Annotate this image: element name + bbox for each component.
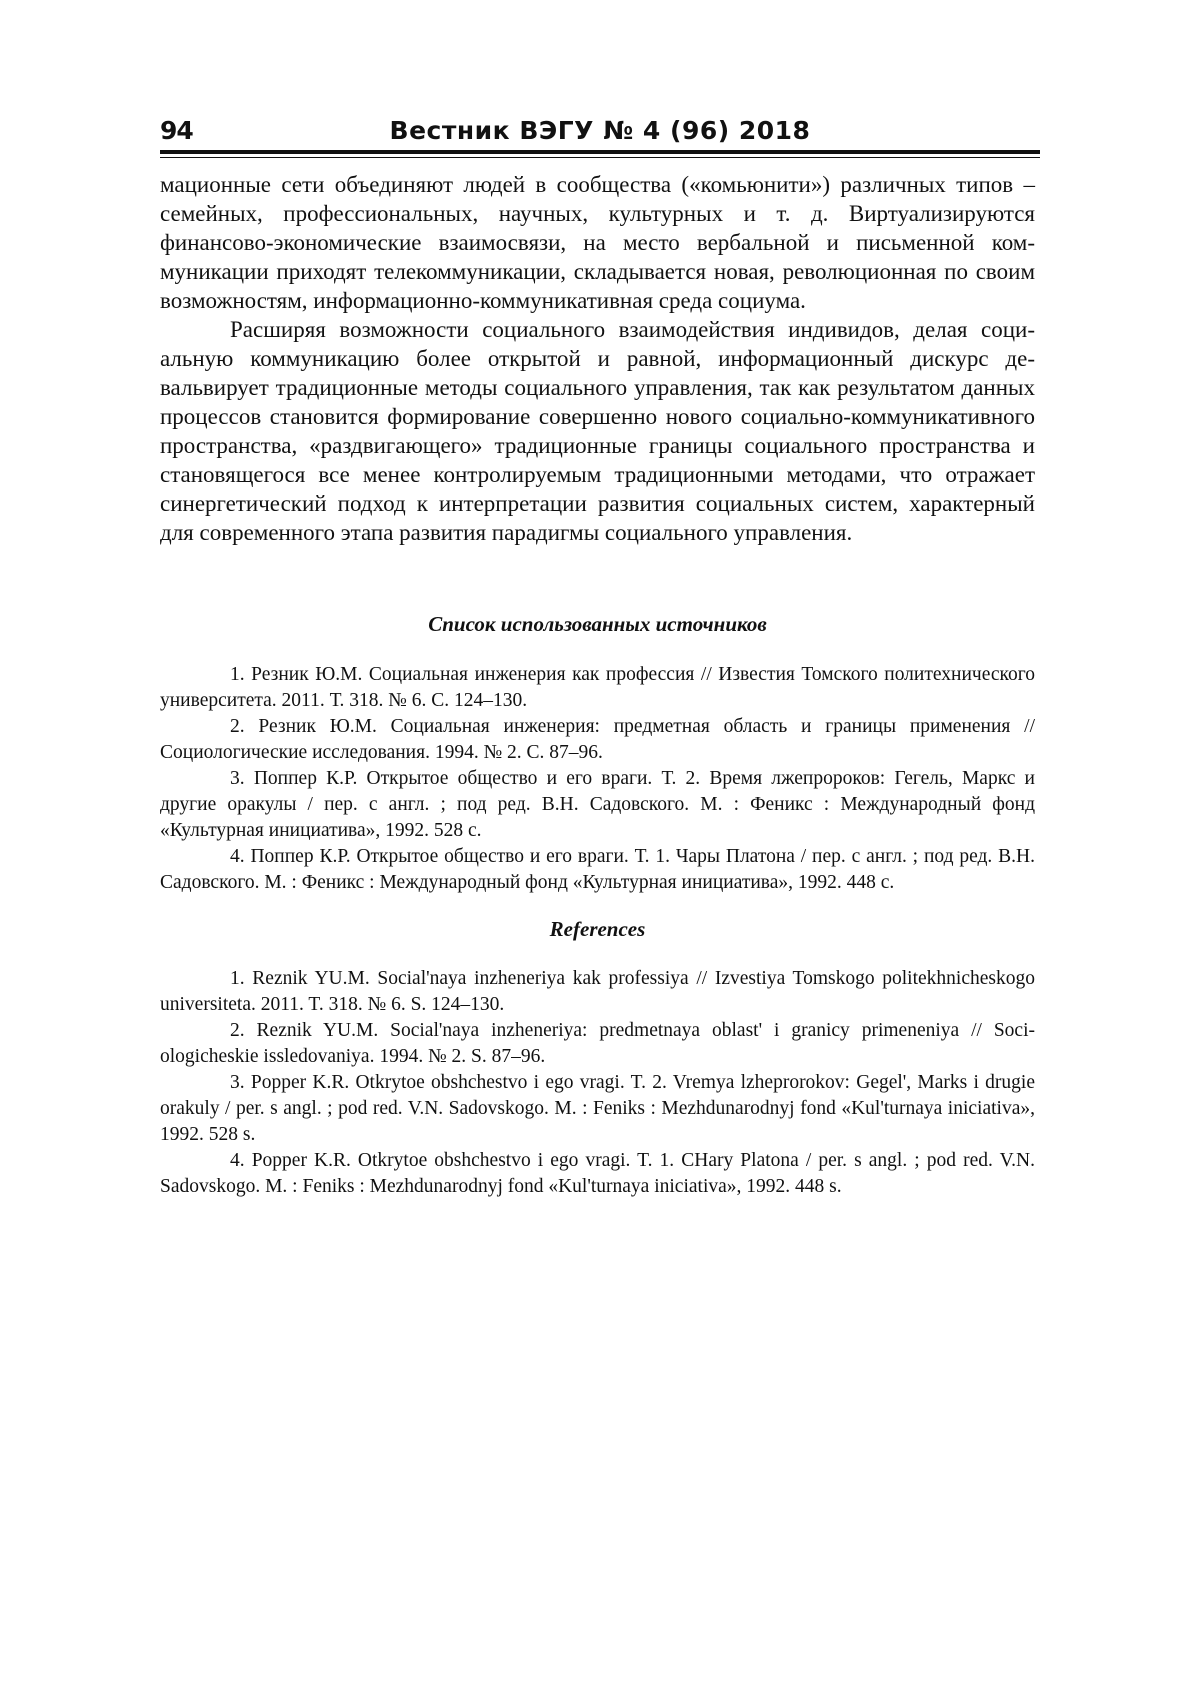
references-en-list	[160, 966, 1035, 1200]
journal-title: Вестник ВЭГУ № 4 (96) 2018	[389, 116, 811, 145]
reference-item: 1. Резник Ю.М. Социальная инженерия как профессия // Известия Томского политехнического университета. 2011. Т. 318. № 6. С. 124–130.	[160, 664, 1035, 711]
body-paragraph: мационные сети объединяют людей в сообщества («комьюнити») различных типов – семейных, профессиональных, научных, культурных и т. д. Виртуализируются финансово-экономические взаимосвязи, на место вербальной и письменной коммуникации приходят телекоммуникации, складывается новая, революционная по своим возможностям, информационно-коммуникативная среда социума.	[160, 172, 1035, 313]
page-number: 94	[160, 116, 193, 145]
references-en-title: References	[549, 917, 646, 941]
body-paragraph: Расширяя возможности социального взаимодействия индивидов, делая социальную коммуникацию более открытой и равной, информационный дискурс девальвирует традиционные методы социального управления, так как результатом данных процессов становится формирование совершенно нового социально-коммуникативного пространства, «раздвигающего» традиционные границы социального пространства и становящегося все менее контролируемым традиционными методами, что отражает синергетический подход к интерпретации развития социальных систем, характерный для современного этапа развития парадигмы социального управления.	[160, 317, 1035, 545]
references-ru-list	[160, 662, 1035, 896]
reference-item: 1. Reznik YU.M. Social'naya inzheneriya kak professiya // Izvestiya Tomskogo politekhnicheskogo universiteta. 2011. T. 318. № 6. S. 124–130.	[160, 968, 1035, 1015]
header-rule-thin	[160, 157, 1040, 158]
references-ru-title: Список использованных источников	[428, 612, 767, 636]
reference-item: 3. Popper K.R. Otkrytoe obshchestvo i ego vragi. T. 2. Vremya lzheprorokov: Gegel', Marks i drugie orakuly / per. s angl. ; pod red. V.N. Sadovskogo. M. : Feniks : Mezhdunarodnyj fond «Kul'turnaya iniciativa», 1992. 528 s.	[160, 1072, 1035, 1145]
running-header	[160, 112, 1040, 146]
reference-item: 2. Reznik YU.M. Social'naya inzheneriya: predmetnaya oblast' i granicy primeneniya // Sociologicheskie issledovaniya. 1994. № 2. S. 87–96.	[160, 1020, 1035, 1067]
reference-item: 4. Popper K.R. Otkrytoe obshchestvo i ego vragi. T. 1. CHary Platona / per. s angl. ; pod red. V.N. Sadovskogo. M. : Feniks : Mezhdunarodnyj fond «Kul'turnaya iniciativa», 1992. 448 s.	[160, 1150, 1035, 1197]
reference-item: 3. Поппер К.Р. Открытое общество и его враги. Т. 2. Время лжепророков: Гегель, Маркс и другие оракулы / пер. с англ. ; под ред. В.Н. Садовского. М. : Феникс : Международный фонд «Культурная инициатива», 1992. 528 с.	[160, 768, 1035, 841]
reference-item: 2. Резник Ю.М. Социальная инженерия: предметная область и границы применения // Социологические исследования. 1994. № 2. С. 87–96.	[160, 716, 1035, 763]
reference-item: 4. Поппер К.Р. Открытое общество и его враги. Т. 1. Чары Платона / пер. с англ. ; под ред. В.Н. Садовского. М. : Феникс : Международный фонд «Культурная инициатива», 1992. 448 с.	[160, 846, 1035, 893]
header-rule-thick	[160, 150, 1040, 154]
article-body	[160, 170, 1035, 547]
